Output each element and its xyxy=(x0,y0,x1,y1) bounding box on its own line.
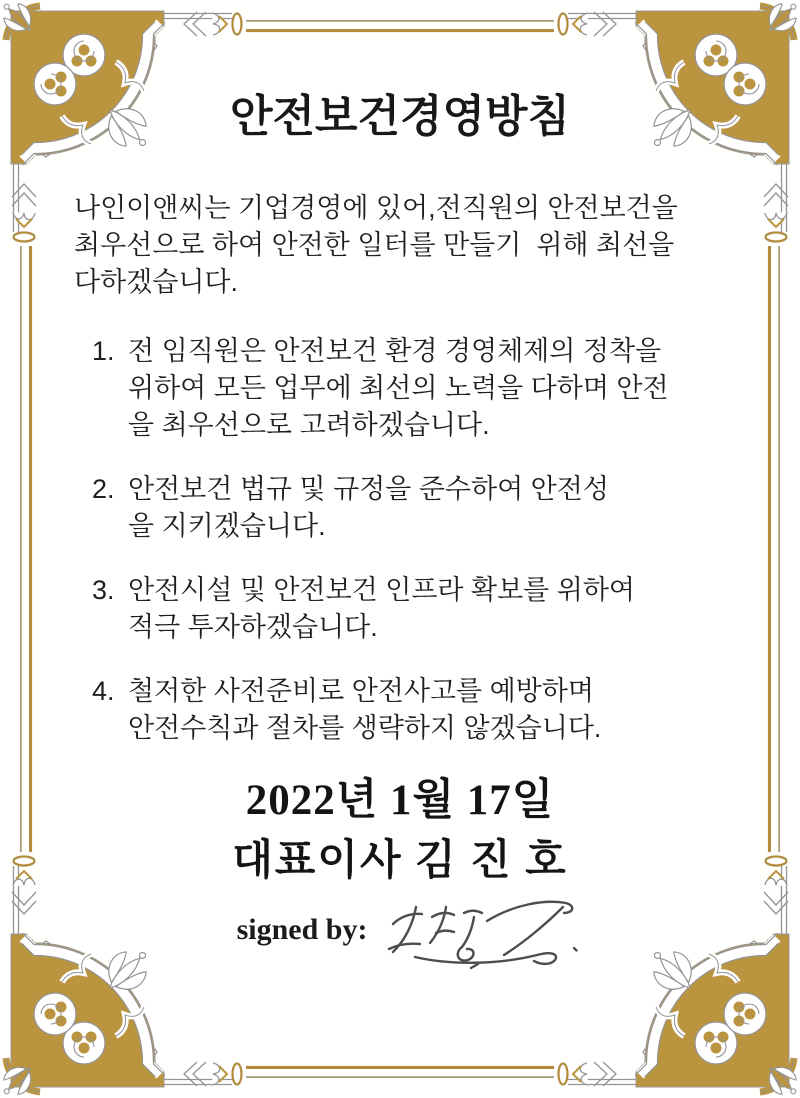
item-text xyxy=(128,333,669,444)
item-line: 을 최우선으로 고려하겠습니다. xyxy=(128,410,490,440)
item-text xyxy=(128,572,669,646)
policy-list xyxy=(92,333,669,774)
item-line: 철저한 사전준비로 안전사고를 예방하며 xyxy=(128,676,594,706)
intro-line: 최우선으로 하여 안전한 일터를 만들기 위해 최선을 xyxy=(74,230,675,260)
item-number: 3. xyxy=(92,575,115,605)
intro-line: 다하겠습니다. xyxy=(74,267,238,297)
item-line: 위하여 모든 업무에 최선의 노력을 다하며 안전 xyxy=(128,373,669,403)
policy-item-3 xyxy=(92,572,669,646)
item-number: 4. xyxy=(92,676,115,706)
item-line: 적극 투자하겠습니다. xyxy=(128,612,378,642)
policy-item-4 xyxy=(92,673,669,747)
ceo-name-line: 대표이사 김 진 호 xyxy=(232,838,568,884)
signed-by-row xyxy=(10,896,800,978)
item-text xyxy=(128,471,669,545)
item-number: 1. xyxy=(92,336,115,366)
item-line: 안전보건 법규 및 규정을 준수하여 안전성 xyxy=(128,474,609,504)
item-text xyxy=(128,673,669,747)
item-number: 2. xyxy=(92,474,115,504)
item-line: 안전수칙과 절차를 생략하지 않겠습니다. xyxy=(128,713,602,743)
document-title: 안전보건경영방침 xyxy=(229,92,571,141)
intro-paragraph xyxy=(74,190,678,301)
date-line: 2022년 1월 17일 xyxy=(245,777,555,824)
signed-by-label: signed by: xyxy=(236,913,368,946)
item-line: 을 지키겠습니다. xyxy=(128,511,326,541)
item-line: 안전시설 및 안전보건 인프라 확보를 위하여 xyxy=(128,575,635,605)
item-line: 전 임직원은 안전보건 환경 경영체제의 정착을 xyxy=(128,336,662,366)
policy-item-2 xyxy=(92,471,669,545)
intro-line: 나인이앤씨는 기업경영에 있어,전직원의 안전보건을 xyxy=(74,193,678,223)
policy-item-1 xyxy=(92,333,669,444)
handwritten-signature-icon xyxy=(379,896,583,978)
